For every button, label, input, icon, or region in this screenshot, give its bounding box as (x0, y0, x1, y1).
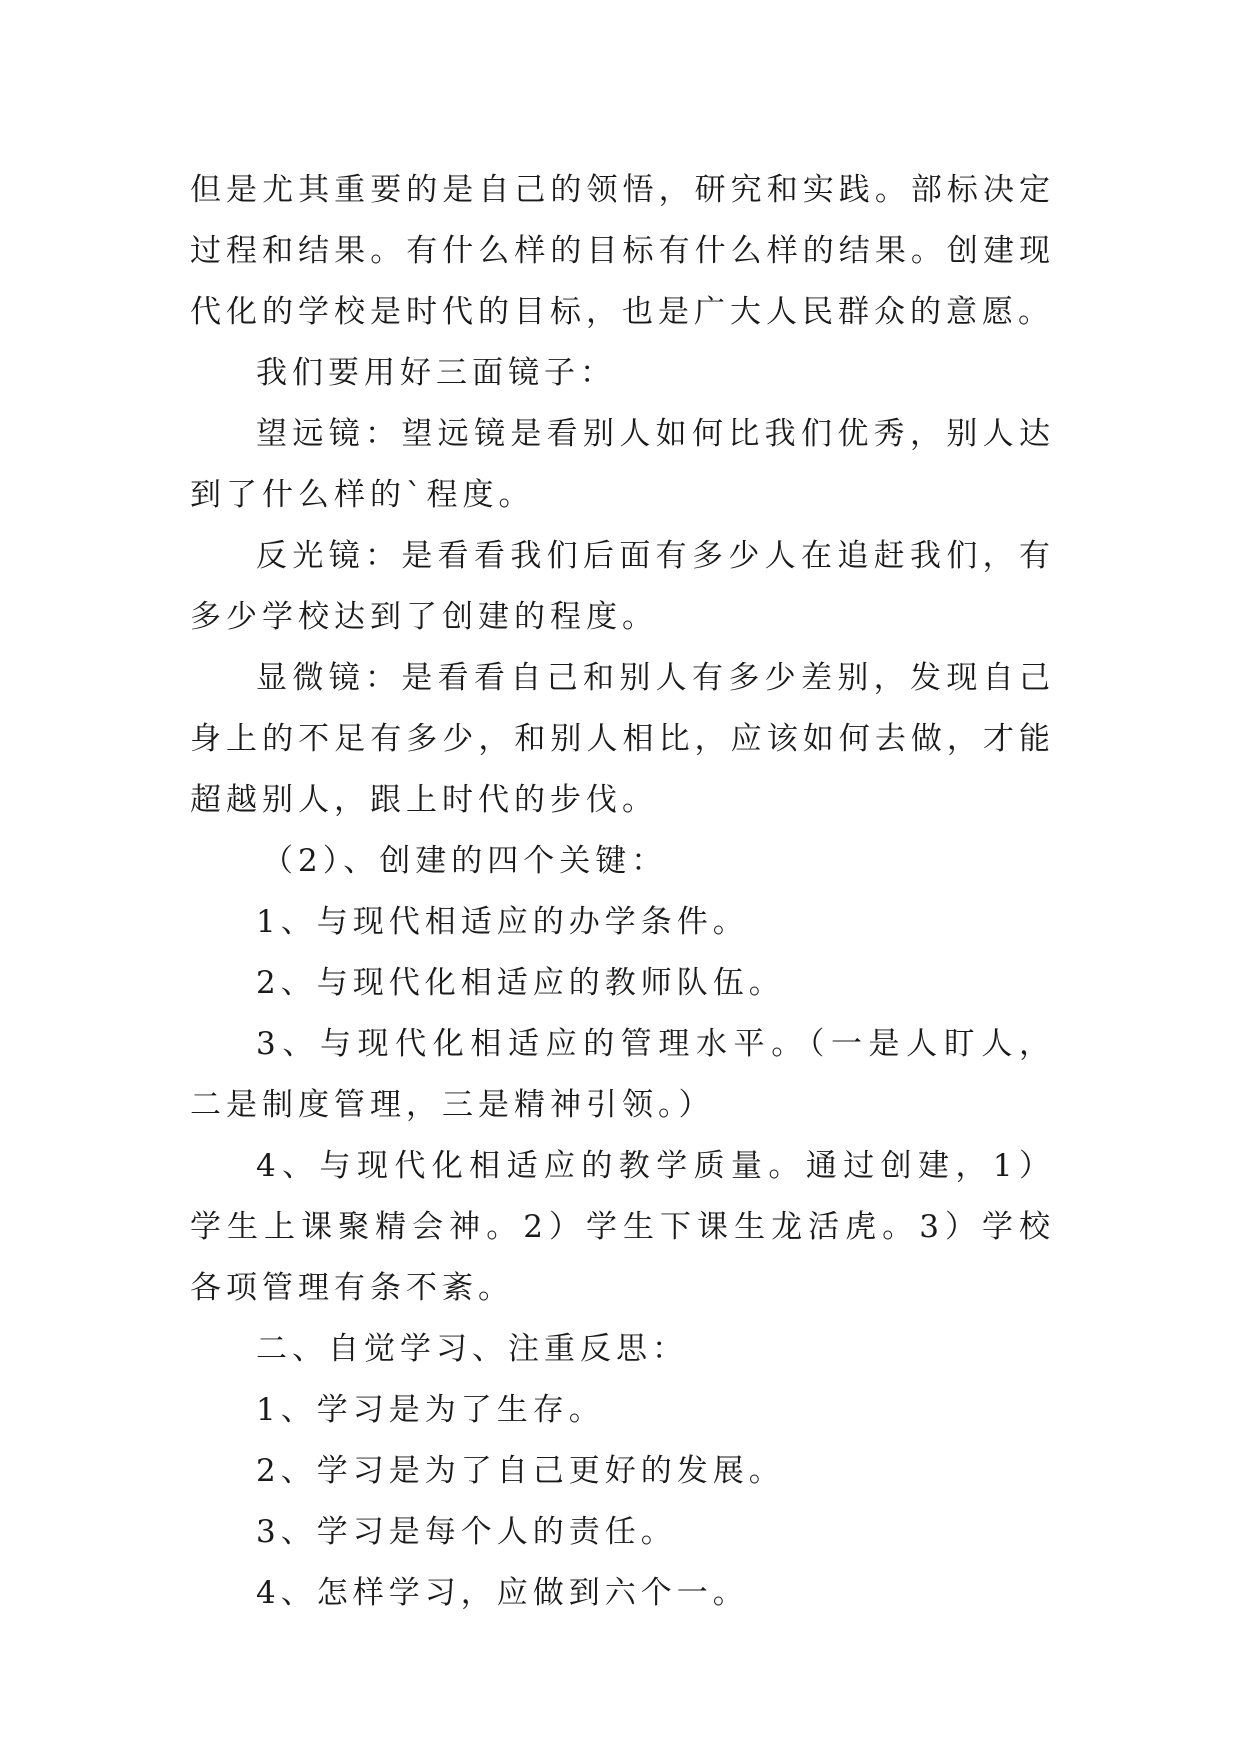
paragraph-learning-4: 4、怎样学习，应做到六个一。 (256, 1575, 749, 1611)
paragraph-microscope: 显微镜：是看看自己和别人有多少差别，发现自己身上的不足有多少，和别人相比，应该如何去做，才能超越别人，跟上时代的步伐。 (190, 660, 1055, 818)
paragraph-telescope: 望远镜：望远镜是看别人如何比我们优秀，别人达到了什么样的`程度。 (190, 416, 1055, 513)
paragraph-four-keys-heading: （2）、创建的四个关键： (262, 843, 668, 879)
paragraph-key-3: 3、与现代化相适应的管理水平。（一是人盯人，二是制度管理，三是精神引领。） (190, 1026, 1055, 1123)
paragraph-learning-3: 3、学习是每个人的责任。 (256, 1514, 677, 1550)
paragraph-reflector: 反光镜：是看看我们后面有多少人在追赶我们，有多少学校达到了创建的程度。 (190, 538, 1055, 635)
document-body (190, 160, 1055, 1624)
paragraph-key-2: 2、与现代化相适应的教师队伍。 (256, 965, 785, 1001)
paragraph-key-1: 1、与现代相适应的办学条件。 (256, 904, 749, 940)
paragraph-intro: 但是尤其重要的是自己的领悟，研究和实践。部标决定过程和结果。有什么样的目标有什么样的结果。创建现代化的学校是时代的目标，也是广大人民群众的意愿。 (190, 172, 1055, 330)
paragraph-key-4: 4、与现代化相适应的教学质量。通过创建，1）学生上课聚精会神。2）学生下课生龙活虎。3）学校各项管理有条不紊。 (190, 1148, 1055, 1306)
paragraph-three-mirrors-heading: 我们要用好三面镜子： (256, 355, 616, 391)
paragraph-learning-1: 1、学习是为了生存。 (256, 1392, 605, 1428)
paragraph-learning-2: 2、学习是为了自己更好的发展。 (256, 1453, 785, 1489)
paragraph-section-two-heading: 二、自觉学习、注重反思： (256, 1331, 688, 1367)
